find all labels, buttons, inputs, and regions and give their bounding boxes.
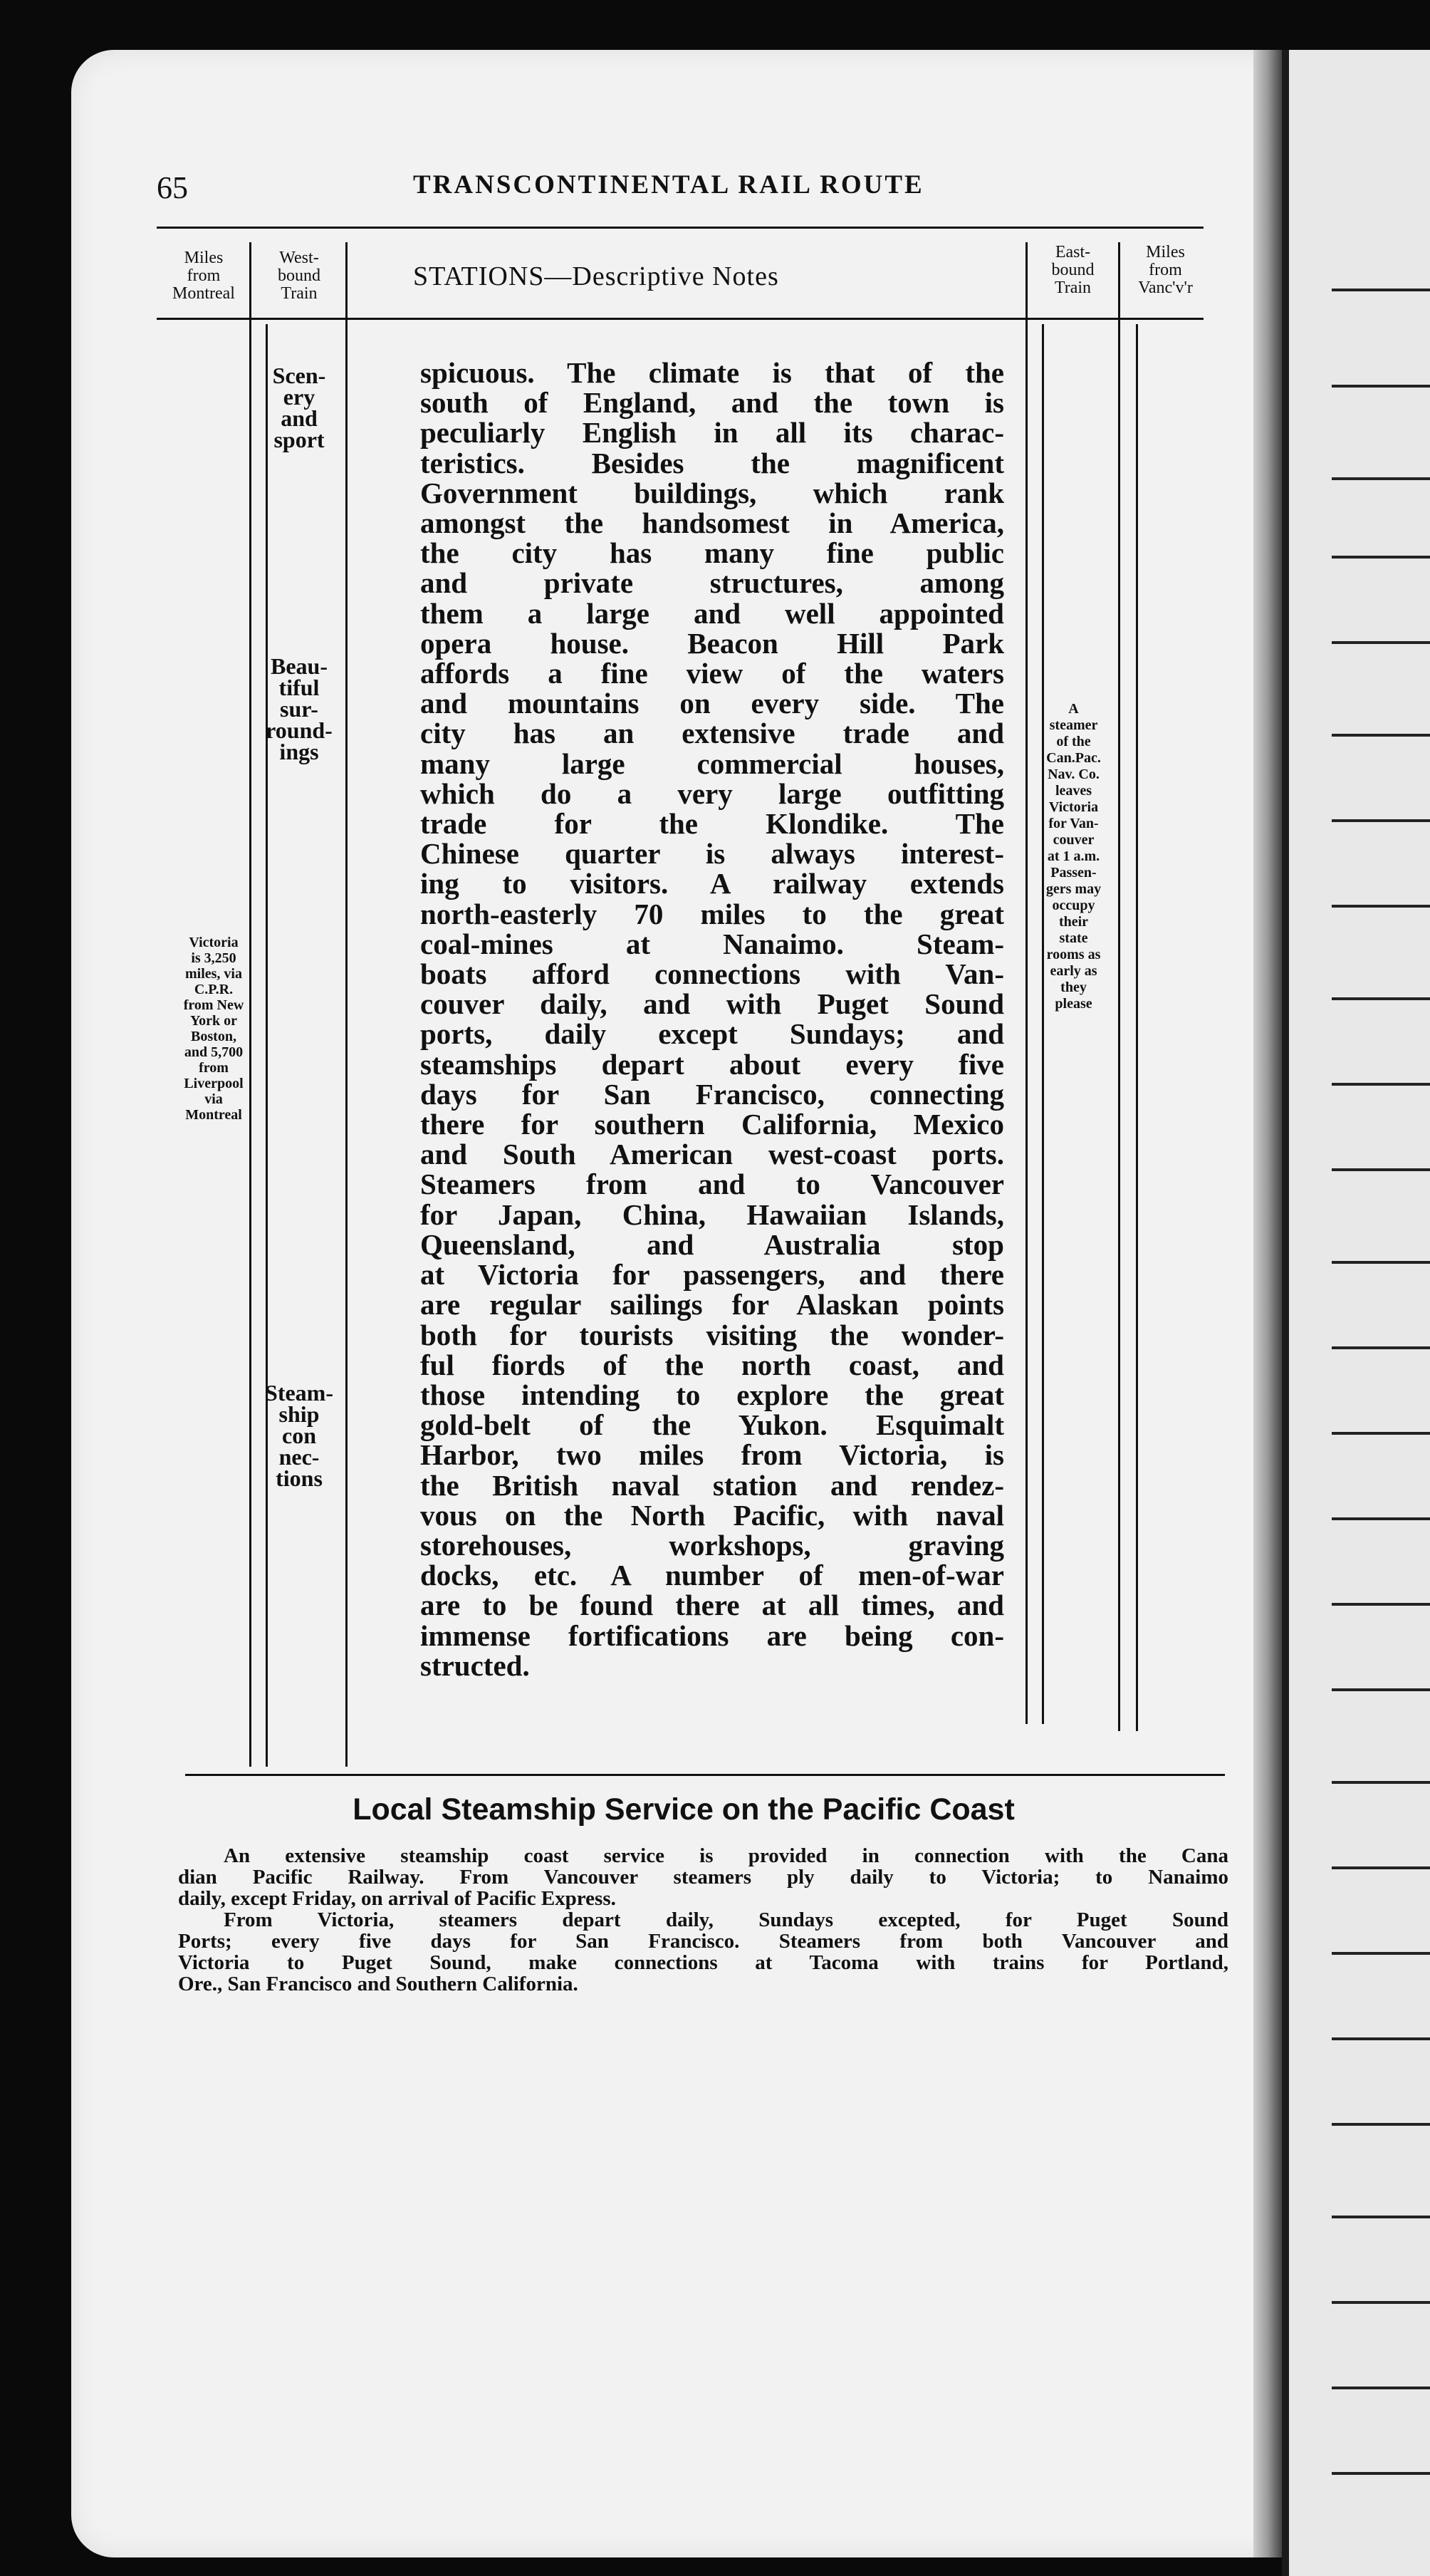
text-line: vous on the North Pacific, with naval	[420, 1498, 1004, 1532]
header-miles-from-montreal: Miles from Montreal	[172, 249, 235, 303]
text-line: the British naval station and rendez-	[420, 1468, 1004, 1502]
text-line: spicuous. The climate is that of the	[420, 356, 1004, 389]
table-header-rule	[157, 318, 1204, 320]
header-eastbound-train: East- bound Train	[1051, 243, 1095, 297]
side-note-surroundings: Beau- tiful sur- round- ings	[266, 653, 333, 764]
text-line: and South American west-coast ports.	[420, 1138, 1004, 1171]
facing-page-edge	[1282, 50, 1430, 2576]
text-line: ing to visitors. A railway extends	[420, 867, 1004, 900]
text-line: boats afford connections with Van-	[420, 957, 1004, 991]
text-line: are to be found there at all times, and	[420, 1589, 1004, 1622]
text-line: which do a very large outfitting	[420, 777, 1004, 810]
section-line: Ore., San Francisco and Southern California.	[178, 1973, 578, 1995]
text-line: them a large and well appointed	[420, 596, 1004, 630]
header-miles-from-vancouver: Miles from Vanc'v'r	[1138, 243, 1193, 297]
text-line: Steamers from and to Vancouver	[420, 1168, 1004, 1201]
text-line: structed.	[420, 1648, 530, 1682]
text-line: north-easterly 70 miles to the great	[420, 897, 1004, 930]
text-line: affords a fine view of the waters	[420, 657, 1004, 690]
side-note-victoria-miles: Victoria is 3,250 miles, via C.P.R. from New York or Boston, and 5,700 from Liverpool via Montreal	[183, 935, 244, 1123]
text-line: Queensland, and Australia stop	[420, 1227, 1004, 1261]
text-line: opera house. Beacon Hill Park	[420, 626, 1004, 660]
header-stations: STATIONS—Descriptive Notes	[413, 261, 779, 291]
section-line: From Victoria, steamers depart daily, Sundays excepted, for Puget Sound	[224, 1908, 1228, 1931]
column-rule	[1042, 324, 1044, 1724]
table-bottom-rule	[185, 1774, 1225, 1776]
text-line: Government buildings, which rank	[420, 476, 1004, 509]
section-line: daily, except Friday, on arrival of Pacific Express.	[178, 1887, 616, 1910]
text-line: city has an extensive trade and	[420, 717, 1004, 750]
text-line: ports, daily except Sundays; and	[420, 1017, 1004, 1051]
text-line: trade for the Klondike. The	[420, 807, 1004, 841]
text-line: gold-belt of the Yukon. Esquimalt	[420, 1408, 1004, 1442]
text-line: storehouses, workshops, graving	[420, 1528, 1004, 1562]
text-line: coal-mines at Nanaimo. Steam-	[420, 927, 1004, 960]
text-line: there for southern California, Mexico	[420, 1108, 1004, 1141]
section-line: An extensive steamship coast service is provided in connection with the Cana	[224, 1844, 1228, 1867]
text-line: steamships depart about every five	[420, 1047, 1004, 1081]
side-note-scenery: Scen- ery and sport	[272, 363, 326, 452]
section-body	[178, 1845, 1228, 1995]
running-head: TRANSCONTINENTAL RAIL ROUTE	[413, 170, 924, 199]
section-line: Ports; every five days for San Francisco. Steamers from both Vancouver and	[178, 1930, 1228, 1953]
text-line: days for San Francisco, connecting	[420, 1077, 1004, 1111]
section-line: Victoria to Puget Sound, make connections at Tacoma with trains for Portland,	[178, 1951, 1228, 1974]
text-line: teristics. Besides the magnificent	[420, 446, 1004, 479]
section-line: dian Pacific Railway. From Vancouver steamers ply daily to Victoria; to Nanaimo	[178, 1866, 1228, 1889]
text-line: the city has many fine public	[420, 536, 1004, 570]
page-gutter	[1253, 50, 1282, 2557]
column-rule	[345, 242, 348, 1767]
text-line: Harbor, two miles from Victoria, is	[420, 1438, 1004, 1472]
text-line: docks, etc. A number of men-of-war	[420, 1559, 1004, 1592]
page-number: 65	[157, 170, 188, 205]
text-line: and mountains on every side. The	[420, 687, 1004, 720]
table-top-rule	[157, 227, 1204, 229]
text-line: are regular sailings for Alaskan points	[420, 1288, 1004, 1321]
text-line: both for tourists visiting the wonder-	[420, 1318, 1004, 1351]
text-line: those intending to explore the great	[420, 1378, 1004, 1411]
text-line: Chinese quarter is always interest-	[420, 837, 1004, 871]
text-line: and private structures, among	[420, 566, 1004, 600]
side-note-steamship: Steam- ship con nec- tions	[265, 1380, 333, 1491]
text-line: couver daily, and with Puget Sound	[420, 987, 1004, 1021]
header-westbound-train: West- bound Train	[278, 249, 320, 303]
text-line: south of England, and the town is	[420, 386, 1004, 420]
text-line: peculiarly English in all its charac-	[420, 416, 1004, 450]
column-rule	[266, 324, 268, 1767]
side-note-eastbound-steamer: A steamer of the Can.Pac. Nav. Co. leaves Victoria for Van- couver at 1 a.m. Passen- gers may occupy their state rooms as early as they please	[1045, 701, 1102, 1012]
text-line: many large commercial houses,	[420, 747, 1004, 780]
text-line: amongst the handsomest in America,	[420, 507, 1004, 540]
text-line: at Victoria for passengers, and there	[420, 1258, 1004, 1292]
text-line: immense fortifications are being con-	[420, 1619, 1004, 1652]
text-line: ful fiords of the north coast, and	[420, 1348, 1004, 1381]
column-rule	[1136, 324, 1138, 1731]
station-description	[420, 358, 1004, 1681]
text-line: for Japan, China, Hawaiian Islands,	[420, 1198, 1004, 1231]
section-title: Local Steamship Service on the Pacific Coast	[353, 1792, 1015, 1827]
